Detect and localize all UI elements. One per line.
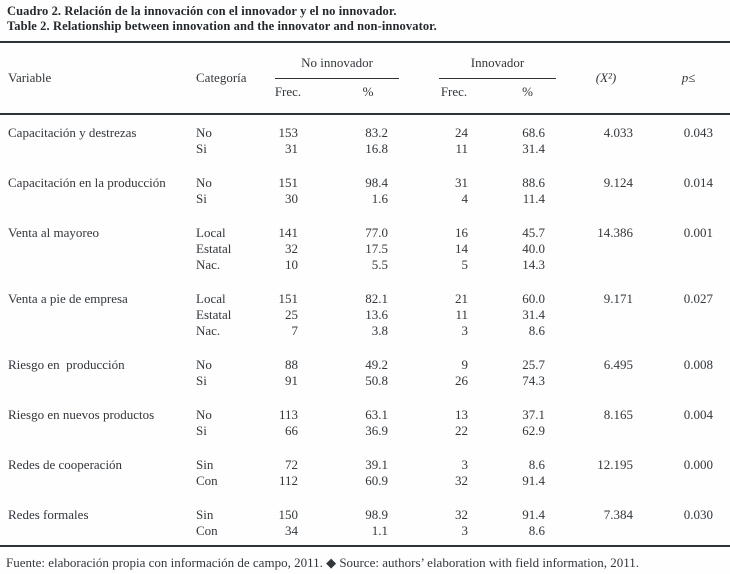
p-value-cell: [647, 191, 730, 207]
p-value-cell: 0.030: [683, 507, 714, 522]
table-caption: [0, 0, 730, 34]
table-row: [0, 339, 730, 373]
variable-name: Venta a pie de empresa: [8, 291, 128, 306]
variable-group: [0, 489, 730, 546]
table-row: [0, 207, 730, 241]
category-cell: No: [196, 357, 212, 372]
frec-no-innovador-cell: 88: [285, 357, 298, 372]
statistics-table: [0, 41, 730, 547]
frec-innovador-cell: 4: [461, 191, 469, 206]
frec-no-innovador-cell: 141: [278, 225, 298, 240]
frec-no-innovador-cell: 10: [285, 257, 298, 272]
frec-innovador-cell: 3: [461, 523, 469, 538]
column-header-pct-innovador: %: [522, 84, 533, 99]
frec-no-innovador-cell: 7: [291, 323, 298, 338]
variable-group: [0, 389, 730, 439]
pct-no-innovador-cell: 36.9: [365, 423, 389, 438]
pct-innovador-cell: 40.0: [522, 241, 546, 256]
chi-square-cell: 7.384: [603, 507, 634, 522]
chi-square-cell: 9.124: [603, 175, 634, 190]
frec-no-innovador-cell: 34: [285, 523, 298, 538]
pct-no-innovador-cell: 17.5: [365, 241, 389, 256]
pct-innovador-cell: 25.7: [522, 357, 546, 372]
source-note: Fuente: elaboración propia con información de campo, 2011. ◆ Source: authors’ elaboration with field information, 2011.: [6, 555, 639, 570]
pct-innovador-cell: 74.3: [522, 373, 546, 388]
variable-group: [0, 339, 730, 389]
pct-no-innovador-cell: 63.1: [365, 407, 389, 422]
table-row: [0, 439, 730, 473]
category-cell: Local: [196, 291, 226, 306]
category-cell: Con: [196, 473, 218, 488]
frec-innovador-cell: 16: [455, 225, 469, 240]
pct-innovador-cell: 45.7: [522, 225, 546, 240]
frec-no-innovador-cell: 31: [285, 141, 298, 156]
frec-no-innovador-cell: 32: [285, 241, 298, 256]
pct-innovador-cell: 60.0: [522, 291, 546, 306]
chi-square-cell: [565, 191, 647, 207]
chi-square-cell: [565, 473, 647, 489]
category-cell: Sin: [196, 507, 214, 522]
pct-no-innovador-cell: 1.6: [371, 191, 389, 206]
chi-square-cell: 4.033: [603, 125, 634, 140]
pct-no-innovador-cell: 3.8: [371, 323, 389, 338]
frec-innovador-cell: 5: [461, 257, 469, 272]
chi-square-cell: 9.171: [603, 291, 634, 306]
p-value-cell: [647, 323, 730, 339]
pct-no-innovador-cell: 98.4: [365, 175, 389, 190]
pct-no-innovador-cell: 39.1: [365, 457, 389, 472]
pct-innovador-cell: 68.6: [522, 125, 546, 140]
frec-innovador-cell: 26: [455, 373, 469, 388]
frec-no-innovador-cell: 153: [278, 125, 298, 140]
column-header-frec-no-innovador: Frec.: [274, 84, 302, 99]
frec-innovador-cell: 31: [455, 175, 469, 190]
group-header-no-innovador: [258, 42, 418, 80]
variable-name: Capacitación en la producción: [8, 175, 166, 190]
category-cell: No: [196, 407, 212, 422]
frec-innovador-cell: 24: [455, 125, 469, 140]
variable-name: Venta al mayoreo: [8, 225, 99, 240]
frec-innovador-cell: 9: [461, 357, 469, 372]
frec-innovador-cell: 11: [455, 141, 469, 156]
pct-innovador-cell: 88.6: [522, 175, 546, 190]
frec-innovador-cell: 21: [455, 291, 469, 306]
p-value-cell: 0.004: [683, 407, 714, 422]
group-header-no-innovador-label: No innovador: [275, 55, 399, 79]
chi-square-cell: [565, 373, 647, 389]
column-header-frec-innovador: Frec.: [440, 84, 468, 99]
pct-innovador-cell: 91.4: [522, 473, 546, 488]
chi-square-cell: 14.386: [597, 225, 634, 240]
chi-square-cell: [565, 523, 647, 546]
frec-no-innovador-cell: 150: [278, 507, 298, 522]
pct-no-innovador-cell: 16.8: [365, 141, 389, 156]
table-row: [0, 389, 730, 423]
chi-square-cell: [565, 423, 647, 439]
table-title-english: Table 2. Relationship between innovation and the innovator and non-innovator.: [7, 19, 437, 33]
pct-innovador-cell: 91.4: [522, 507, 546, 522]
group-header-innovador: [418, 42, 565, 80]
frec-no-innovador-cell: 91: [285, 373, 298, 388]
pct-innovador-cell: 31.4: [522, 141, 546, 156]
frec-innovador-cell: 11: [455, 307, 469, 322]
p-value-cell: [647, 523, 730, 546]
pct-no-innovador-cell: 77.0: [365, 225, 389, 240]
column-header-chi-square: (X²): [595, 70, 617, 85]
category-cell: Si: [196, 141, 207, 156]
pct-innovador-cell: 8.6: [528, 523, 546, 538]
pct-innovador-cell: 31.4: [522, 307, 546, 322]
frec-no-innovador-cell: 151: [278, 291, 298, 306]
p-value-cell: 0.043: [683, 125, 714, 140]
chi-square-cell: [565, 141, 647, 157]
group-header-innovador-label: Innovador: [439, 55, 556, 79]
variable-group: [0, 114, 730, 157]
variable-name: Riesgo en producción: [8, 357, 125, 372]
variable-group: [0, 157, 730, 207]
pct-innovador-cell: 37.1: [522, 407, 546, 422]
table-title-spanish: Cuadro 2. Relación de la innovación con el innovador y el no innovador.: [7, 4, 397, 18]
frec-no-innovador-cell: 25: [285, 307, 298, 322]
p-value-cell: 0.027: [683, 291, 714, 306]
frec-no-innovador-cell: 113: [278, 407, 298, 422]
p-value-cell: [647, 241, 730, 257]
chi-square-cell: 6.495: [603, 357, 634, 372]
pct-no-innovador-cell: 49.2: [365, 357, 389, 372]
p-value-cell: 0.008: [683, 357, 714, 372]
column-header-variable: Variable: [8, 70, 52, 85]
frec-innovador-cell: 22: [455, 423, 469, 438]
header-row-groups: [0, 42, 730, 80]
p-value-cell: [647, 141, 730, 157]
category-cell: Nac.: [196, 323, 221, 338]
p-value-cell: [647, 307, 730, 323]
chi-square-cell: [565, 257, 647, 273]
frec-no-innovador-cell: 151: [278, 175, 298, 190]
column-header-p-value: p≤: [681, 70, 696, 85]
pct-innovador-cell: 8.6: [528, 457, 546, 472]
variable-group: [0, 273, 730, 339]
column-header-pct-no-innovador: %: [362, 84, 374, 99]
pct-innovador-cell: 62.9: [522, 423, 546, 438]
chi-square-cell: 12.195: [597, 457, 634, 472]
category-cell: Local: [196, 225, 226, 240]
column-header-categoria: Categoría: [196, 70, 247, 85]
chi-square-cell: [565, 241, 647, 257]
table-row: [0, 489, 730, 523]
variable-name: Riesgo en nuevos productos: [8, 407, 155, 422]
p-value-cell: 0.000: [683, 457, 714, 472]
pct-innovador-cell: 8.6: [528, 323, 546, 338]
pct-no-innovador-cell: 5.5: [371, 257, 389, 272]
p-value-cell: [647, 373, 730, 389]
frec-no-innovador-cell: 66: [285, 423, 298, 438]
category-cell: Con: [196, 523, 218, 538]
frec-innovador-cell: 14: [455, 241, 469, 256]
variable-name: Redes formales: [8, 507, 89, 522]
p-value-cell: 0.001: [683, 225, 714, 240]
chi-square-cell: [565, 307, 647, 323]
frec-no-innovador-cell: 30: [285, 191, 298, 206]
p-value-cell: 0.014: [683, 175, 714, 190]
pct-no-innovador-cell: 50.8: [365, 373, 389, 388]
variable-group: [0, 207, 730, 273]
frec-innovador-cell: 3: [461, 457, 469, 472]
table-row: [0, 273, 730, 307]
category-cell: Estatal: [196, 307, 232, 322]
variable-name: Redes de cooperación: [8, 457, 123, 472]
pct-innovador-cell: 11.4: [522, 191, 546, 206]
category-cell: Sin: [196, 457, 214, 472]
table-header: [0, 42, 730, 114]
chi-square-cell: [565, 323, 647, 339]
pct-no-innovador-cell: 13.6: [365, 307, 389, 322]
category-cell: No: [196, 125, 212, 140]
pct-innovador-cell: 14.3: [522, 257, 546, 272]
variable-group: [0, 439, 730, 489]
category-cell: No: [196, 175, 212, 190]
variable-name: Capacitación y destrezas: [8, 125, 137, 140]
category-cell: Si: [196, 423, 207, 438]
table-row: [0, 114, 730, 141]
pct-no-innovador-cell: 60.9: [365, 473, 389, 488]
p-value-cell: [647, 423, 730, 439]
category-cell: Si: [196, 373, 207, 388]
frec-innovador-cell: 3: [461, 323, 469, 338]
p-value-cell: [647, 257, 730, 273]
frec-innovador-cell: 32: [455, 473, 469, 488]
category-cell: Estatal: [196, 241, 232, 256]
category-cell: Nac.: [196, 257, 221, 272]
pct-no-innovador-cell: 1.1: [371, 523, 389, 538]
pct-no-innovador-cell: 82.1: [365, 291, 389, 306]
frec-no-innovador-cell: 72: [285, 457, 298, 472]
pct-no-innovador-cell: 83.2: [365, 125, 389, 140]
category-cell: Si: [196, 191, 207, 206]
p-value-cell: [647, 473, 730, 489]
table-row: [0, 157, 730, 191]
frec-innovador-cell: 32: [455, 507, 469, 522]
pct-no-innovador-cell: 98.9: [365, 507, 389, 522]
frec-no-innovador-cell: 112: [278, 473, 298, 488]
chi-square-cell: 8.165: [603, 407, 634, 422]
frec-innovador-cell: 13: [455, 407, 469, 422]
